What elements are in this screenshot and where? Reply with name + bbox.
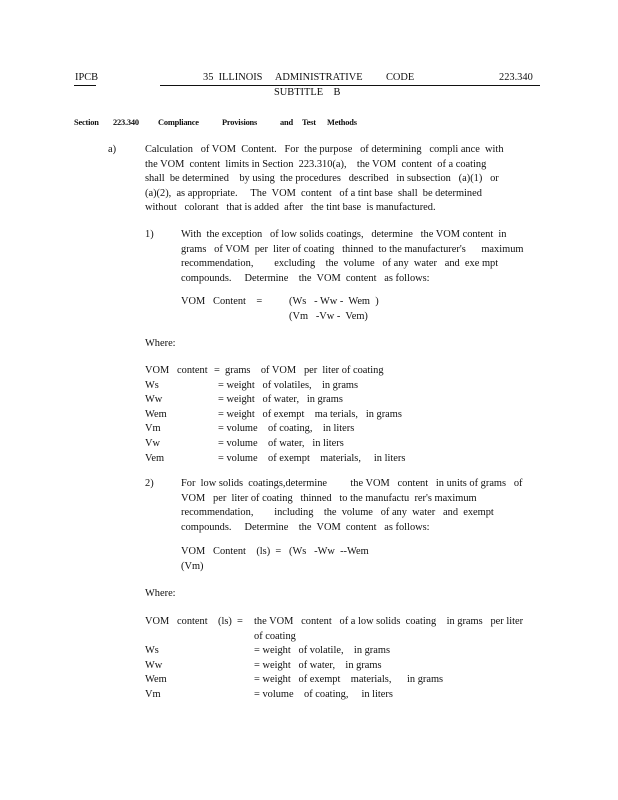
paragraph-line: compounds. Determine the VOM content as follows:	[181, 272, 430, 284]
paragraph-line: recommendation, including the volume of any water and exempt	[181, 507, 494, 519]
formula-numerator: (Ws -Ww --Wem	[289, 546, 369, 557]
where-label: Where:	[145, 588, 176, 599]
paragraph-line: without colorant that is added after the tint base is manufactured.	[145, 202, 436, 214]
definition-term: Ws	[145, 645, 159, 657]
definition-text: = weight of exempt materials, in grams	[254, 674, 444, 686]
definition-text: the VOM content of a low solids coating in grams per liter	[254, 616, 524, 627]
where-label: Where:	[145, 338, 176, 349]
definition-term: Ws	[145, 379, 159, 391]
formula-denominator: (Vm -Vw - Vem)	[289, 310, 368, 322]
definition-term: VOM content	[145, 365, 208, 376]
definition-term: Vem	[145, 452, 165, 464]
definition-term: Wem	[145, 674, 167, 686]
section-number: 223.340	[113, 118, 139, 127]
definition-text: = volume of coating, in liters	[254, 689, 393, 700]
section-label: Section	[74, 118, 99, 127]
paragraph-line: grams of VOM per liter of coating thinned to the manufacturer's maximum	[181, 243, 524, 255]
header-underline-left	[74, 85, 96, 86]
subsection-marker: a)	[108, 144, 117, 155]
paragraph-line: compounds. Determine the VOM content as follows:	[181, 521, 430, 533]
definition-term: Ww	[145, 394, 163, 406]
definition-term: VOM content (ls) =	[145, 616, 243, 627]
section-title-word: and	[280, 118, 293, 127]
definition-text: = weight of volatile, in grams	[254, 645, 391, 657]
definition-text: = weight of water, in grams	[254, 659, 382, 671]
definition-term: Vm	[145, 689, 161, 700]
definition-term: Vm	[145, 423, 161, 435]
paragraph-line: With the exception of low solids coatings, determine the VOM content in	[181, 229, 507, 240]
definition-text: = volume of coating, in liters	[218, 423, 355, 435]
formula-denominator: (Vm)	[181, 560, 204, 572]
paragraph-line: For low solids coatings,determine the VOM content in units of grams of	[181, 478, 523, 489]
definition-text: of coating	[254, 630, 296, 642]
definition-term: Vw	[145, 438, 161, 449]
paragraph-line: VOM per liter of coating thinned to the manufactu rer's maximum	[181, 492, 477, 504]
section-title-word: Provisions	[222, 118, 258, 127]
header-underline-right	[160, 85, 540, 86]
paragraph-line: Calculation of VOM Content. For the purpose of determining compli ance with	[145, 144, 504, 155]
formula-numerator: (Ws - Ww - Wem )	[289, 296, 379, 307]
definition-term: Ww	[145, 659, 163, 671]
section-title-word: Methods	[327, 118, 357, 127]
header-section-number: 223.340	[499, 72, 533, 83]
formula-label: VOM Content (ls) =	[181, 546, 282, 557]
definition-text: = weight of volatiles, in grams	[218, 379, 359, 391]
header-title: 35 ILLINOIS ADMINISTRATIVE CODE	[203, 72, 415, 83]
paragraph-line: the VOM content limits in Section 223.310(a), the VOM content of a coating	[145, 158, 487, 170]
definition-text: = weight of exempt ma terials, in grams	[218, 408, 402, 420]
definition-text: = volume of water, in liters	[218, 438, 344, 449]
definition-text: = weight of water, in grams	[218, 394, 343, 406]
header-subtitle: SUBTITLE B	[274, 87, 341, 98]
header-part: IPCB	[75, 72, 99, 83]
definition-text: = volume of exempt materials, in liters	[218, 452, 406, 464]
item-marker: 2)	[145, 478, 154, 489]
section-title-word: Test	[302, 118, 316, 127]
item-marker: 1)	[145, 229, 154, 240]
formula-label: VOM Content =	[181, 296, 263, 307]
paragraph-line: shall be determined by using the procedures described in subsection (a)(1) or	[145, 173, 499, 185]
section-title-word: Compliance	[158, 118, 199, 127]
definition-text: = grams of VOM per liter of coating	[214, 365, 384, 376]
definition-term: Wem	[145, 408, 167, 420]
paragraph-line: recommendation, excluding the volume of any water and exe mpt	[181, 258, 499, 270]
paragraph-line: (a)(2), as appropriate. The VOM content of a tint base shall be determined	[145, 187, 482, 199]
